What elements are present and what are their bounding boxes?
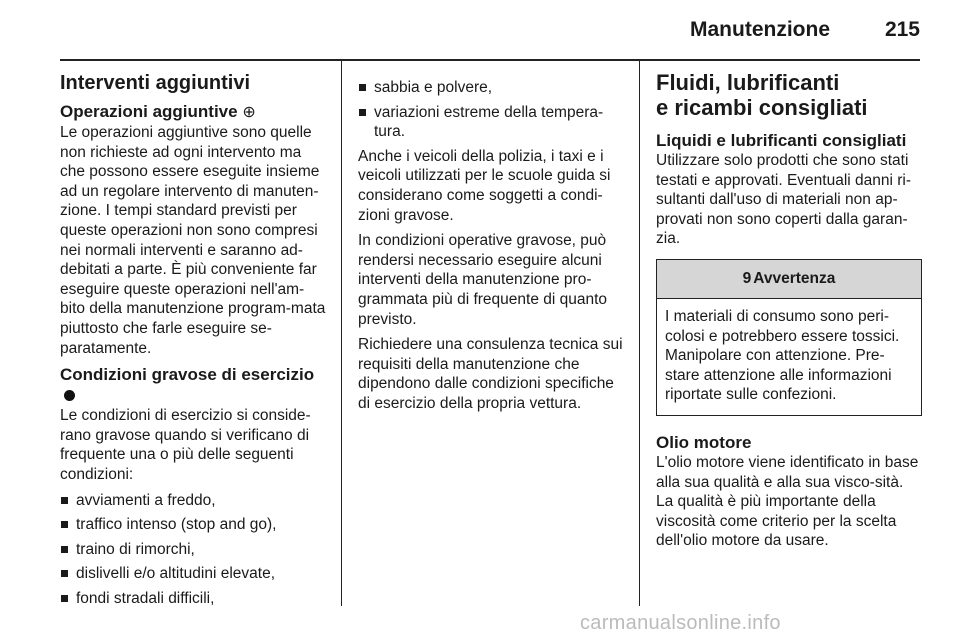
warning-triangle-icon: 9 (742, 270, 752, 288)
warning-header (657, 260, 921, 299)
subheading-olio: Olio motore (656, 432, 752, 452)
list-item: traino di rimorchi, (60, 540, 328, 560)
page-header (60, 18, 920, 48)
paragraph-operazioni: Le operazioni aggiuntive sono quelle non richieste ad ogni intervento ma che possono essere eseguite insieme ad un regolare intervento di manuten-zione. I tempi standard previsti per queste operazioni non sono compresi nei normali interventi e saranno ad-debitati a parte. È più conveniente far eseguire queste operazioni nell'am-bito della manutenzione program-mata piuttosto che farle eseguire se-paratamente. (60, 124, 326, 357)
paragraph-liquidi: Utilizzare solo prodotti che sono stati testati e approvati. Eventuali danni ri-sultanti dall'uso di materiali non ap-provati non sono coperti dalla garan-zia. (656, 152, 912, 248)
column-2 (358, 78, 626, 420)
heading-fluidi (656, 70, 922, 120)
subheading-operazioni-text: Operazioni aggiuntive (60, 102, 238, 121)
list-item: dislivelli e/o altitudini elevate, (60, 564, 328, 584)
watermark: carmanualsonline.info (580, 612, 781, 634)
heading-fluidi-line2: e ricambi consigliati (656, 95, 868, 120)
list-item: fondi stradali difficili, (60, 589, 328, 609)
heading-fluidi-line1: Fluidi, lubrificanti (656, 70, 840, 95)
conditions-list (60, 491, 328, 609)
warning-box (656, 259, 922, 416)
square-bullet-icon (61, 521, 68, 528)
list-item: sabbia e polvere, (358, 78, 626, 98)
column-1 (60, 72, 328, 613)
column-divider-1 (341, 60, 342, 606)
filled-circle-icon (64, 390, 75, 401)
list-item: variazioni estreme della tempera-tura. (358, 103, 626, 142)
column-3 (656, 70, 922, 557)
section-title: Manutenzione (690, 18, 830, 41)
subheading-operazioni (60, 101, 328, 123)
conditions-list-continued (358, 78, 626, 142)
header-rule (60, 59, 920, 61)
list-item: avviamenti a freddo, (60, 491, 328, 511)
square-bullet-icon (61, 570, 68, 577)
warning-title: Avvertenza (753, 270, 836, 288)
paragraph-olio: L'olio motore viene identificato in base alla sua qualità e alla sua visco-sità. La qualità è più importante della viscosità come criterio per la scelta dell'olio motore da usare. (656, 453, 919, 550)
square-bullet-icon (61, 497, 68, 504)
square-bullet-icon (359, 109, 366, 116)
subheading-condizioni (60, 364, 328, 406)
paragraph-gravose: In condizioni operative gravose, può rendersi necessario eseguire alcuni interventi della manutenzione pro-grammata più di frequente di quanto previsto. (358, 232, 608, 328)
paragraph-consulenza: Richiedere una consulenza tecnica sui requisiti della manutenzione che dipendono dalle condizioni specifiche di esercizio della propria vettura. (358, 336, 623, 412)
paragraph-condizioni: Le condizioni di esercizio si conside-rano gravose quando si verificano di frequente una o più delle seguenti condizioni: (60, 407, 311, 483)
subheading-liquidi: Liquidi e lubrificanti consigliati (656, 131, 907, 150)
column-divider-2 (639, 60, 640, 606)
square-bullet-icon (359, 84, 366, 91)
page-number: 215 (884, 18, 920, 41)
warning-text: I materiali di consumo sono peri-colosi e potrebbero essere tossici. Manipolare con attenzione. Pre-stare attenzione alle informazioni riportate sulle confezioni. (665, 307, 900, 404)
plus-circle-icon: ⊕ (242, 104, 256, 121)
list-item: traffico intenso (stop and go), (60, 515, 328, 535)
square-bullet-icon (61, 595, 68, 602)
heading-interventi: Interventi aggiuntivi (60, 72, 251, 94)
subheading-condizioni-text: Condizioni gravose di esercizio (60, 365, 315, 385)
paragraph-veicoli: Anche i veicoli della polizia, i taxi e i veicoli utilizzati per le scuole guida si considerano come soggetti a condi-zioni gravose. (358, 147, 611, 224)
square-bullet-icon (61, 546, 68, 553)
